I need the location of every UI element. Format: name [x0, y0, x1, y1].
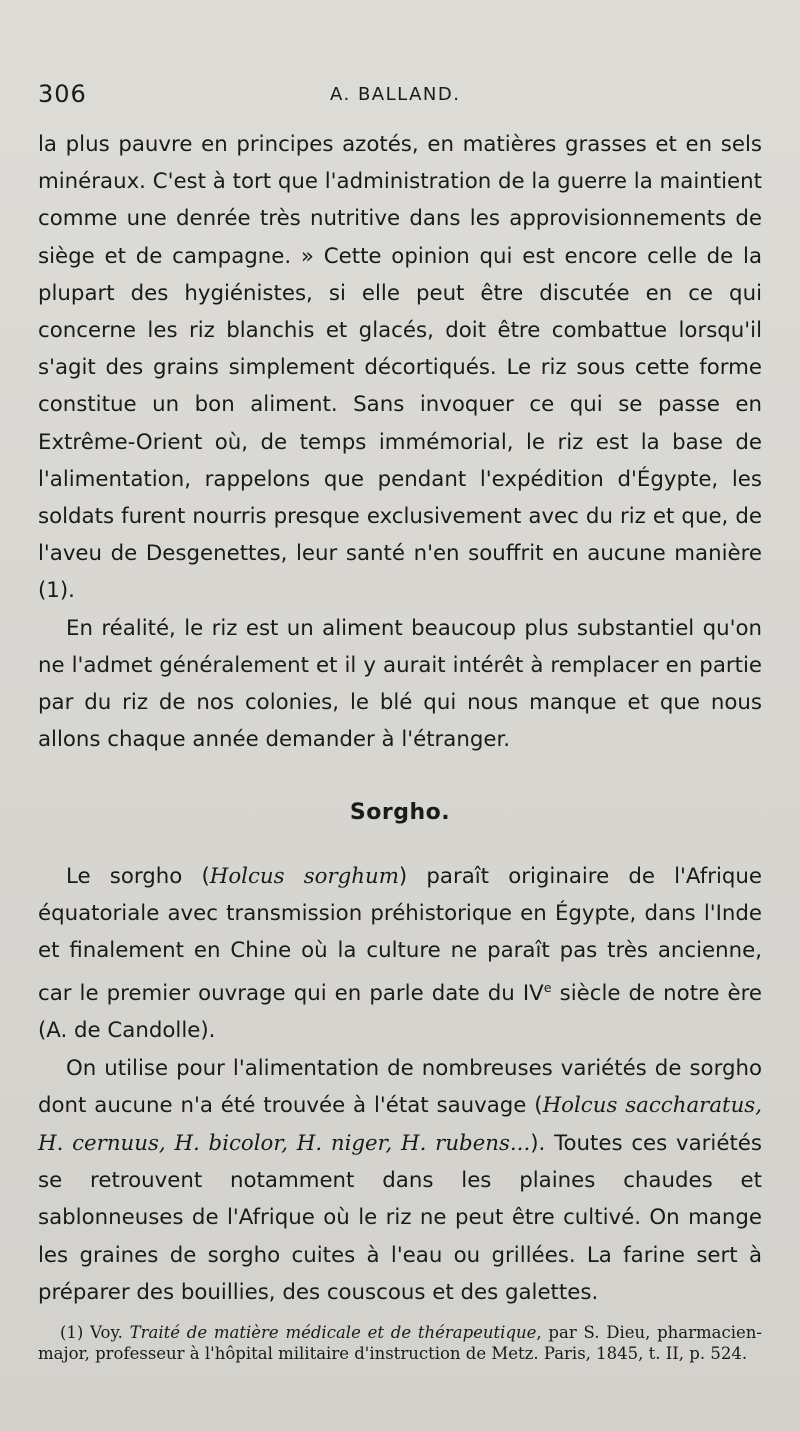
page-number: 306	[38, 80, 87, 108]
footnote-title: Traité de matière médicale et de thérapeutique	[129, 1323, 537, 1342]
paragraph-rice-substantial: En réalité, le riz est un aliment beaucoup plus substantiel qu'on ne l'admet généralement et il y aurait intérêt à remplacer en partie par du riz de nos colonies, le blé qui nous manque et que nous allons chaque année demander à l'étranger.	[38, 615, 762, 753]
paragraph-sorgho-origin: Le sorgho (Holcus sorghum) paraît originaire de l'Afrique équatoriale avec transmission préhistorique en Égypte, dans l'Inde et finalement en Chine où la culture ne paraît pas très ancienne, car le premier ouvrage qui en parle date du IVe siècle de notre ère (A. de Candolle).	[38, 863, 762, 1044]
century-numeral: IV	[522, 980, 544, 1006]
section-title: Sorgho.	[349, 800, 451, 826]
century-suffix: e	[543, 980, 552, 996]
sorgho-section	[38, 858, 762, 1312]
running-head: A. BALLAND.	[330, 84, 461, 105]
species-name: Holcus sorghum	[209, 863, 399, 889]
page-header	[38, 80, 758, 116]
footnote: (1) Voy. Traité de matière médicale et de thérapeutique, par S. Dieu, pharmacien-major, professeur à l'hôpital militaire d'instruction de Metz. Paris, 1845, t. II, p. 524.	[38, 1323, 763, 1363]
main-text	[38, 126, 762, 1312]
paragraph-continuation: la plus pauvre en principes azotés, en matières grasses et en sels minéraux. C'est à tort que l'administration de la guerre la maintient comme une denrée très nutritive dans les approvisionnements de siège et de campagne. » Cette opinion qui est encore celle de la plupart des hygiénistes, si elle peut être discutée en ce qui concerne les riz blanchis et glacés, doit être combattue lorsqu'il s'agit des grains simplement décortiqués. Le riz sous cette forme constitue un bon aliment. Sans invoquer ce qui se passe en Extrême-Orient où, de temps immémorial, le riz est la base de l'alimentation, rappelons que pendant l'expédition d'Égypte, les soldats furent nourris presque exclusivement avec du riz et que, de l'aveu de Desgenettes, leur santé n'en souffrit en aucune manière (1).	[38, 132, 762, 604]
paragraph-sorgho-varieties: On utilise pour l'alimentation de nombreuses variétés de sorgho dont aucune n'a été trouvée à l'état sauvage (Holcus saccharatus, H. cernuus, H. bicolor, H. niger, H. rubens...). Toutes ces variétés se retrouvent notamment dans les plaines chaudes et sablonneuses de l'Afrique où le riz ne peut être cultivé. On mange les graines de sorgho cuites à l'eau ou grillées. La farine sert à préparer des bouillies, des couscous et des galettes.	[38, 1055, 763, 1306]
varieties-names: Holcus saccharatus, H. cernuus, H. bicolor, H. niger, H. rubens...	[38, 1093, 762, 1156]
